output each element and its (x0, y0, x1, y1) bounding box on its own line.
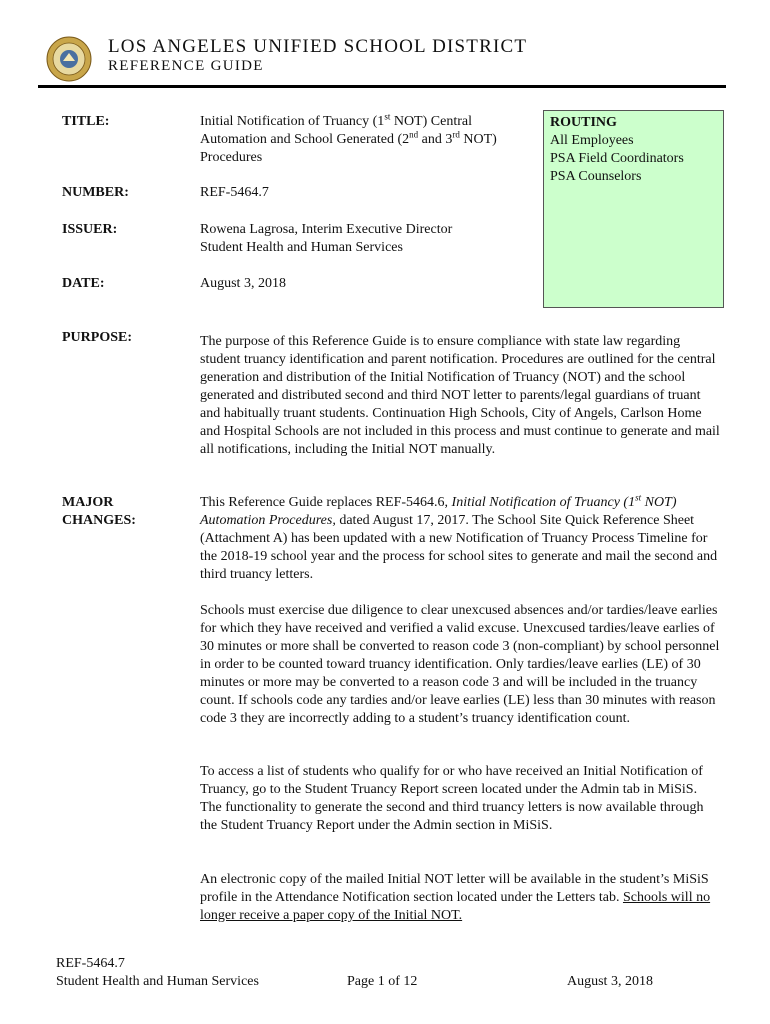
routing-box (543, 110, 724, 308)
title-value: Initial Notification of Truancy (1st NOT) Central Automation and School Generated (2nd and 3rd NOT) Procedures (200, 111, 497, 165)
header-rule (38, 85, 726, 88)
routing-item: PSA Counselors (550, 169, 642, 184)
lausd-seal-icon (46, 36, 92, 82)
major-changes-p4: An electronic copy of the mailed Initial NOT letter will be available in the student’s MiSiS profile in the Attendance Notification section located under the Letters tab. Schools will no longer receive a paper copy of the Initial NOT. (200, 872, 711, 923)
issuer-value: Rowena Lagrosa, Interim Executive Director Student Health and Human Services (200, 222, 453, 255)
footer-dept: Student Health and Human Services (56, 974, 259, 989)
major-changes-p3: To access a list of students who qualify for or who have received an Initial Notification of Truancy, go to the Student Truancy Report screen located under the Admin tab in MiSiS. The functionality to generate the second and third truancy letters is now available through the Student Truancy Report under the Admin section in MiSiS. (200, 764, 704, 833)
purpose-text: The purpose of this Reference Guide is to ensure compliance with state law regarding student truancy identification and parent notification. Procedures are outlined for the central generation and distribution of the Initial Notification of Truancy (NOT) and the school generated and distributed second and third NOT letter to parents/legal guardians of truant and habitually truant students. Continuation High Schools, City of Angels, Carlson Home and Hospital Schools are not included in this process and must continue to generate and mail all notifications, including the Initial NOT manually. (200, 334, 720, 457)
footer-page: Page 1 of 12 (347, 974, 418, 989)
doc-type: REFERENCE GUIDE (108, 58, 264, 74)
number-value: REF-5464.7 (200, 185, 269, 200)
underlined-notice: Schools will no longer receive a paper copy of the Initial NOT. (200, 890, 711, 923)
title-label: TITLE: (62, 114, 110, 129)
major-changes-p1: This Reference Guide replaces REF-5464.6, Initial Notification of Truancy (1st NOT) Automation Procedures, dated August 17, 2017. The School Site Quick Reference Sheet (Attachment A) has been updated with a new Notification of Truancy Process Timeline for the 2018-19 school year and the process for school sites to generate and mail the second and third truancy letters. (200, 492, 718, 582)
date-label: DATE: (62, 276, 105, 291)
major-changes-label: MAJOR CHANGES: (62, 495, 136, 528)
footer-date: August 3, 2018 (567, 974, 653, 989)
number-label: NUMBER: (62, 185, 129, 200)
routing-item: All Employees (550, 133, 634, 148)
routing-title: ROUTING (550, 115, 617, 130)
major-changes-p2: Schools must exercise due diligence to clear unexcused absences and/or tardies/leave earlies for which they have received and verified a valid excuse. Unexcused tardies/leave earlies of 30 minutes or more shall be converted to reason code 3 (non-compliant) by school personnel in order to be counted toward truancy identification. Only tardies/leave earlies (LE) of 30 minutes or more may be converted to a reason code 3 and will be included in the truancy count. If schools code any tardies and/or leave earlies (LE) less than 30 minutes with reason code 3 they are incorrectly adding to a student’s truancy identification count. (200, 603, 720, 726)
issuer-label: ISSUER: (62, 222, 118, 237)
footer-ref: REF-5464.7 (56, 956, 125, 971)
date-value: August 3, 2018 (200, 276, 286, 291)
routing-item: PSA Field Coordinators (550, 151, 684, 166)
purpose-label: PURPOSE: (62, 330, 132, 345)
org-name: LOS ANGELES UNIFIED SCHOOL DISTRICT (108, 36, 528, 57)
